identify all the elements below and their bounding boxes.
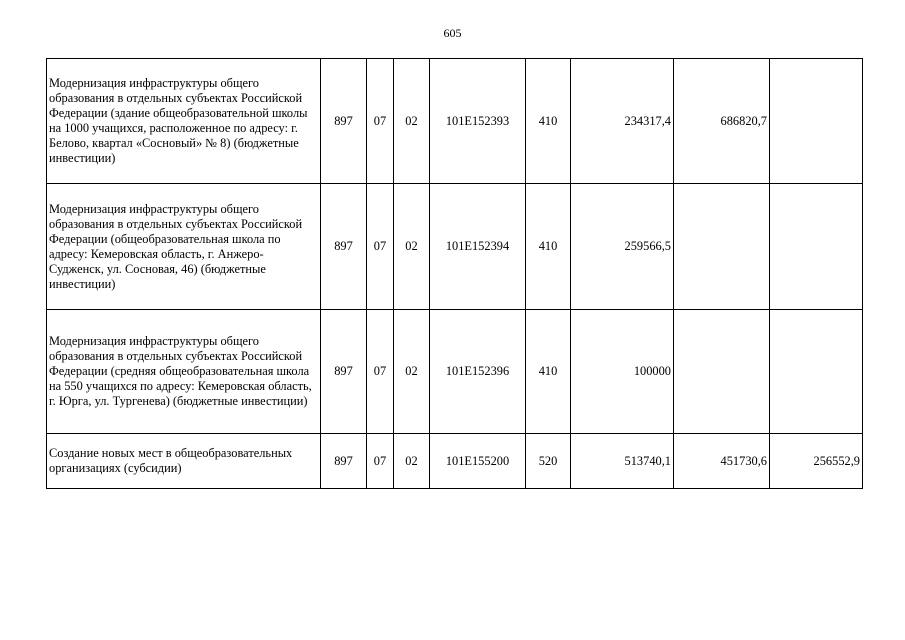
table-row bbox=[47, 434, 863, 489]
section-code: 07 bbox=[367, 434, 394, 489]
amount-cell-3 bbox=[770, 184, 863, 310]
expense-type-code: 520 bbox=[526, 434, 571, 489]
amount-cell-2: 686820,7 bbox=[674, 59, 770, 184]
target-article-code: 101E152396 bbox=[430, 310, 526, 434]
page-number: 605 bbox=[443, 26, 462, 40]
expense-type-code: 410 bbox=[526, 59, 571, 184]
amount-cell-3: 256552,9 bbox=[770, 434, 863, 489]
amount-cell-2 bbox=[674, 310, 770, 434]
subsection-code: 02 bbox=[394, 434, 430, 489]
row-name: Модернизация инфраструктуры общего образования в отдельных субъектах Российской Федерации (средняя общеобразовательная школа на 550 учащихся по адресу: Кемеровская область, г. Юрга, ул. Тургенева) (бюджетные инвестиции) bbox=[47, 310, 321, 434]
amount-cell-1: 100000 bbox=[571, 310, 674, 434]
row-name: Создание новых мест в общеобразовательных организациях (субсидии) bbox=[47, 434, 321, 489]
expense-type-code: 410 bbox=[526, 310, 571, 434]
amount-cell-2 bbox=[674, 184, 770, 310]
amount-cell-3 bbox=[770, 310, 863, 434]
amount-cell-3 bbox=[770, 59, 863, 184]
section-code: 07 bbox=[367, 310, 394, 434]
row-name: Модернизация инфраструктуры общего образования в отдельных субъектах Российской Федерации (здание общеобразовательной школы на 1000 учащихся, расположенное по адресу: г. Белово, квартал «Сосновый» № 8) (бюджетные инвестиции) bbox=[47, 59, 321, 184]
section-code: 07 bbox=[367, 59, 394, 184]
target-article-code: 101E152393 bbox=[430, 59, 526, 184]
amount-cell-1: 234317,4 bbox=[571, 59, 674, 184]
section-code: 07 bbox=[367, 184, 394, 310]
subsection-code: 02 bbox=[394, 184, 430, 310]
ministry-code: 897 bbox=[321, 59, 367, 184]
table-row bbox=[47, 184, 863, 310]
target-article-code: 101E152394 bbox=[430, 184, 526, 310]
ministry-code: 897 bbox=[321, 310, 367, 434]
subsection-code: 02 bbox=[394, 59, 430, 184]
ministry-code: 897 bbox=[321, 184, 367, 310]
budget-table bbox=[46, 58, 863, 489]
amount-cell-1: 259566,5 bbox=[571, 184, 674, 310]
amount-cell-2: 451730,6 bbox=[674, 434, 770, 489]
subsection-code: 02 bbox=[394, 310, 430, 434]
row-name: Модернизация инфраструктуры общего образования в отдельных субъектах Российской Федерации (общеобразовательная школа по адресу: Кемеровская область, г. Анжеро-Судженск, ул. Сосновая, 46) (бюджетные инвестиции) bbox=[47, 184, 321, 310]
table-row bbox=[47, 310, 863, 434]
ministry-code: 897 bbox=[321, 434, 367, 489]
amount-cell-1: 513740,1 bbox=[571, 434, 674, 489]
expense-type-code: 410 bbox=[526, 184, 571, 310]
table-row bbox=[47, 59, 863, 184]
target-article-code: 101E155200 bbox=[430, 434, 526, 489]
